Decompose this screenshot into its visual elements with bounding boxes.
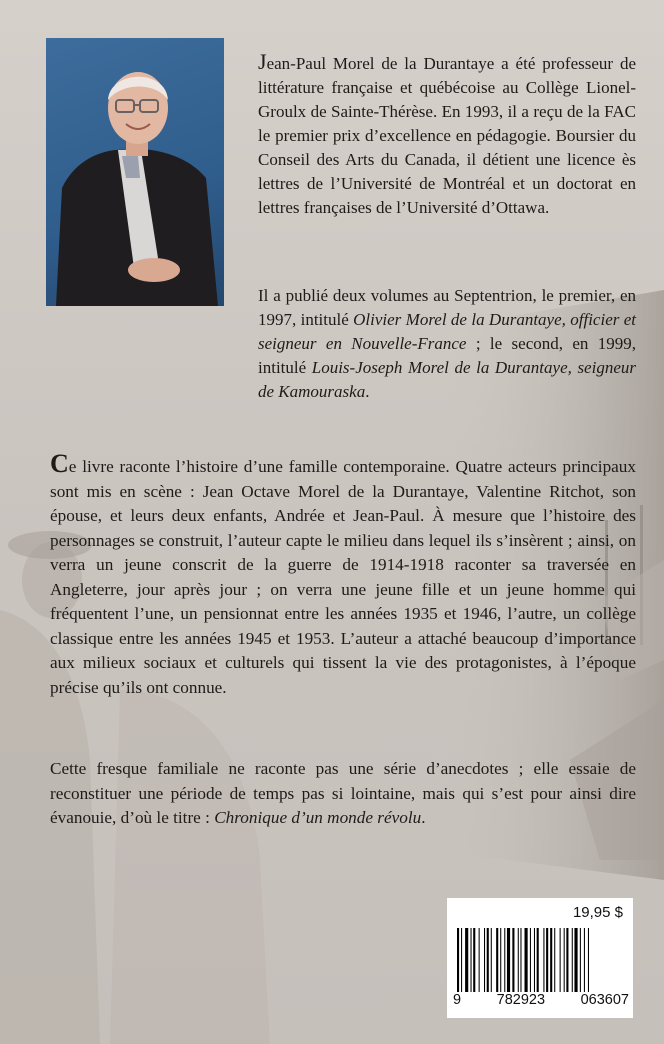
publication-title-1: Olivier Morel de la Durantaye, officier et seigneur en Nouvelle-France bbox=[258, 310, 636, 353]
bio-text: ean-Paul Morel de la Durantaye a été professeur de littérature française et québécoise au Collège Lionel-Groulx de Sainte-Thérèse. En 1993, il a reçu de la FAC le premier prix d’excellence en pédagogie. Boursier du Conseil des Arts du Canada, il détient une licence ès lettres de l’Université de Montréal et un doctorat en lettres françaises de l’Université d’Ottawa. bbox=[258, 54, 636, 217]
barcode-bar bbox=[574, 928, 577, 992]
barcode-bar bbox=[572, 928, 573, 992]
book-conclusion bbox=[50, 757, 636, 831]
book-title: Chronique d’un monde révolu bbox=[214, 808, 422, 827]
summary-dropcap: C bbox=[50, 449, 69, 478]
barcode-bar bbox=[584, 928, 585, 992]
publication-title-2: Louis-Joseph Morel de la Durantaye, seigneur de Kamouraska bbox=[258, 358, 636, 401]
barcode-bar bbox=[479, 928, 480, 992]
barcode-bar bbox=[512, 928, 514, 992]
price-label: 19,95 $ bbox=[572, 904, 623, 921]
barcode-bar bbox=[496, 928, 498, 992]
publications-intro: Il a publié deux volumes au Septentrion, le premier, en 1997, intitulé bbox=[258, 286, 636, 329]
isbn-digit-group: 782923 bbox=[496, 992, 546, 1008]
author-photo bbox=[46, 38, 224, 306]
author-publications bbox=[258, 284, 636, 404]
price-barcode-box bbox=[447, 898, 633, 1018]
barcode-bar bbox=[500, 928, 501, 992]
barcode-bar bbox=[543, 928, 544, 992]
barcode-bar bbox=[465, 928, 468, 992]
barcode-bar bbox=[491, 928, 492, 992]
barcode-bar bbox=[537, 928, 539, 992]
barcode-bar bbox=[461, 928, 462, 992]
barcode-bar bbox=[546, 928, 548, 992]
barcode-bar bbox=[457, 928, 459, 992]
barcode-bar bbox=[566, 928, 568, 992]
barcode-bar bbox=[530, 928, 531, 992]
author-biography bbox=[258, 50, 636, 220]
conclusion-end: . bbox=[421, 808, 426, 827]
barcode-bar bbox=[560, 928, 561, 992]
barcode-bar bbox=[554, 928, 555, 992]
barcode-bar bbox=[588, 928, 589, 992]
barcode-bar bbox=[580, 928, 581, 992]
barcode-bar bbox=[525, 928, 528, 992]
barcode-bar bbox=[507, 928, 510, 992]
publications-middle: ; le second, en 1999, intitulé bbox=[258, 334, 637, 377]
isbn-barcode-icon bbox=[455, 928, 625, 992]
barcode-bar bbox=[564, 928, 565, 992]
barcode-bar bbox=[550, 928, 552, 992]
isbn-digit-group: 9 bbox=[453, 992, 462, 1008]
summary-text: e livre raconte l’histoire d’une famille contemporaine. Quatre acteurs principaux sont mis en scène : Jean Octave Morel de la Durantaye, Valentine Ritchot, son épouse, et leurs deux enfants, Andrée et Jean-Paul. À mesure que l’histoire des personnages se construit, l’auteur capte le milieu dans lequel ils s’insèrent ; ainsi, on verra un jeune conscrit de la guerre de 1914-1918 raconter sa traversée en Angleterre, jour après jour ; on verra une jeune fille et un jeune homme qui fréquentent l’une, un pensionnat entre les années 1935 et 1946, l’autre, un collège classique entre les années 1945 et 1953. L’auteur a attaché beaucoup d’importance aux milieux sociaux et culturels qui tissent la vie des protagonistes, à l’époque précise qu’ils ont connue. bbox=[50, 457, 636, 697]
barcode-bar bbox=[520, 928, 521, 992]
barcode-bar bbox=[487, 928, 489, 992]
barcode-bar bbox=[518, 928, 519, 992]
barcode-bar bbox=[471, 928, 472, 992]
barcode-bar bbox=[484, 928, 485, 992]
barcode-bar bbox=[473, 928, 475, 992]
conclusion-text: Cette fresque familiale ne raconte pas une série d’anecdotes ; elle essaie de reconstituer une période de temps pas si lointaine, mais qui s’est pour ainsi dire évanouie, d’où le titre : bbox=[50, 759, 636, 827]
barcode-bar bbox=[534, 928, 535, 992]
barcode-bar bbox=[504, 928, 505, 992]
isbn-number bbox=[453, 992, 629, 1008]
book-summary bbox=[50, 449, 636, 700]
publications-end: . bbox=[365, 382, 370, 401]
isbn-digit-group: 063607 bbox=[580, 992, 629, 1008]
author-portrait-icon bbox=[46, 38, 224, 306]
bio-dropcap: J bbox=[258, 49, 267, 74]
